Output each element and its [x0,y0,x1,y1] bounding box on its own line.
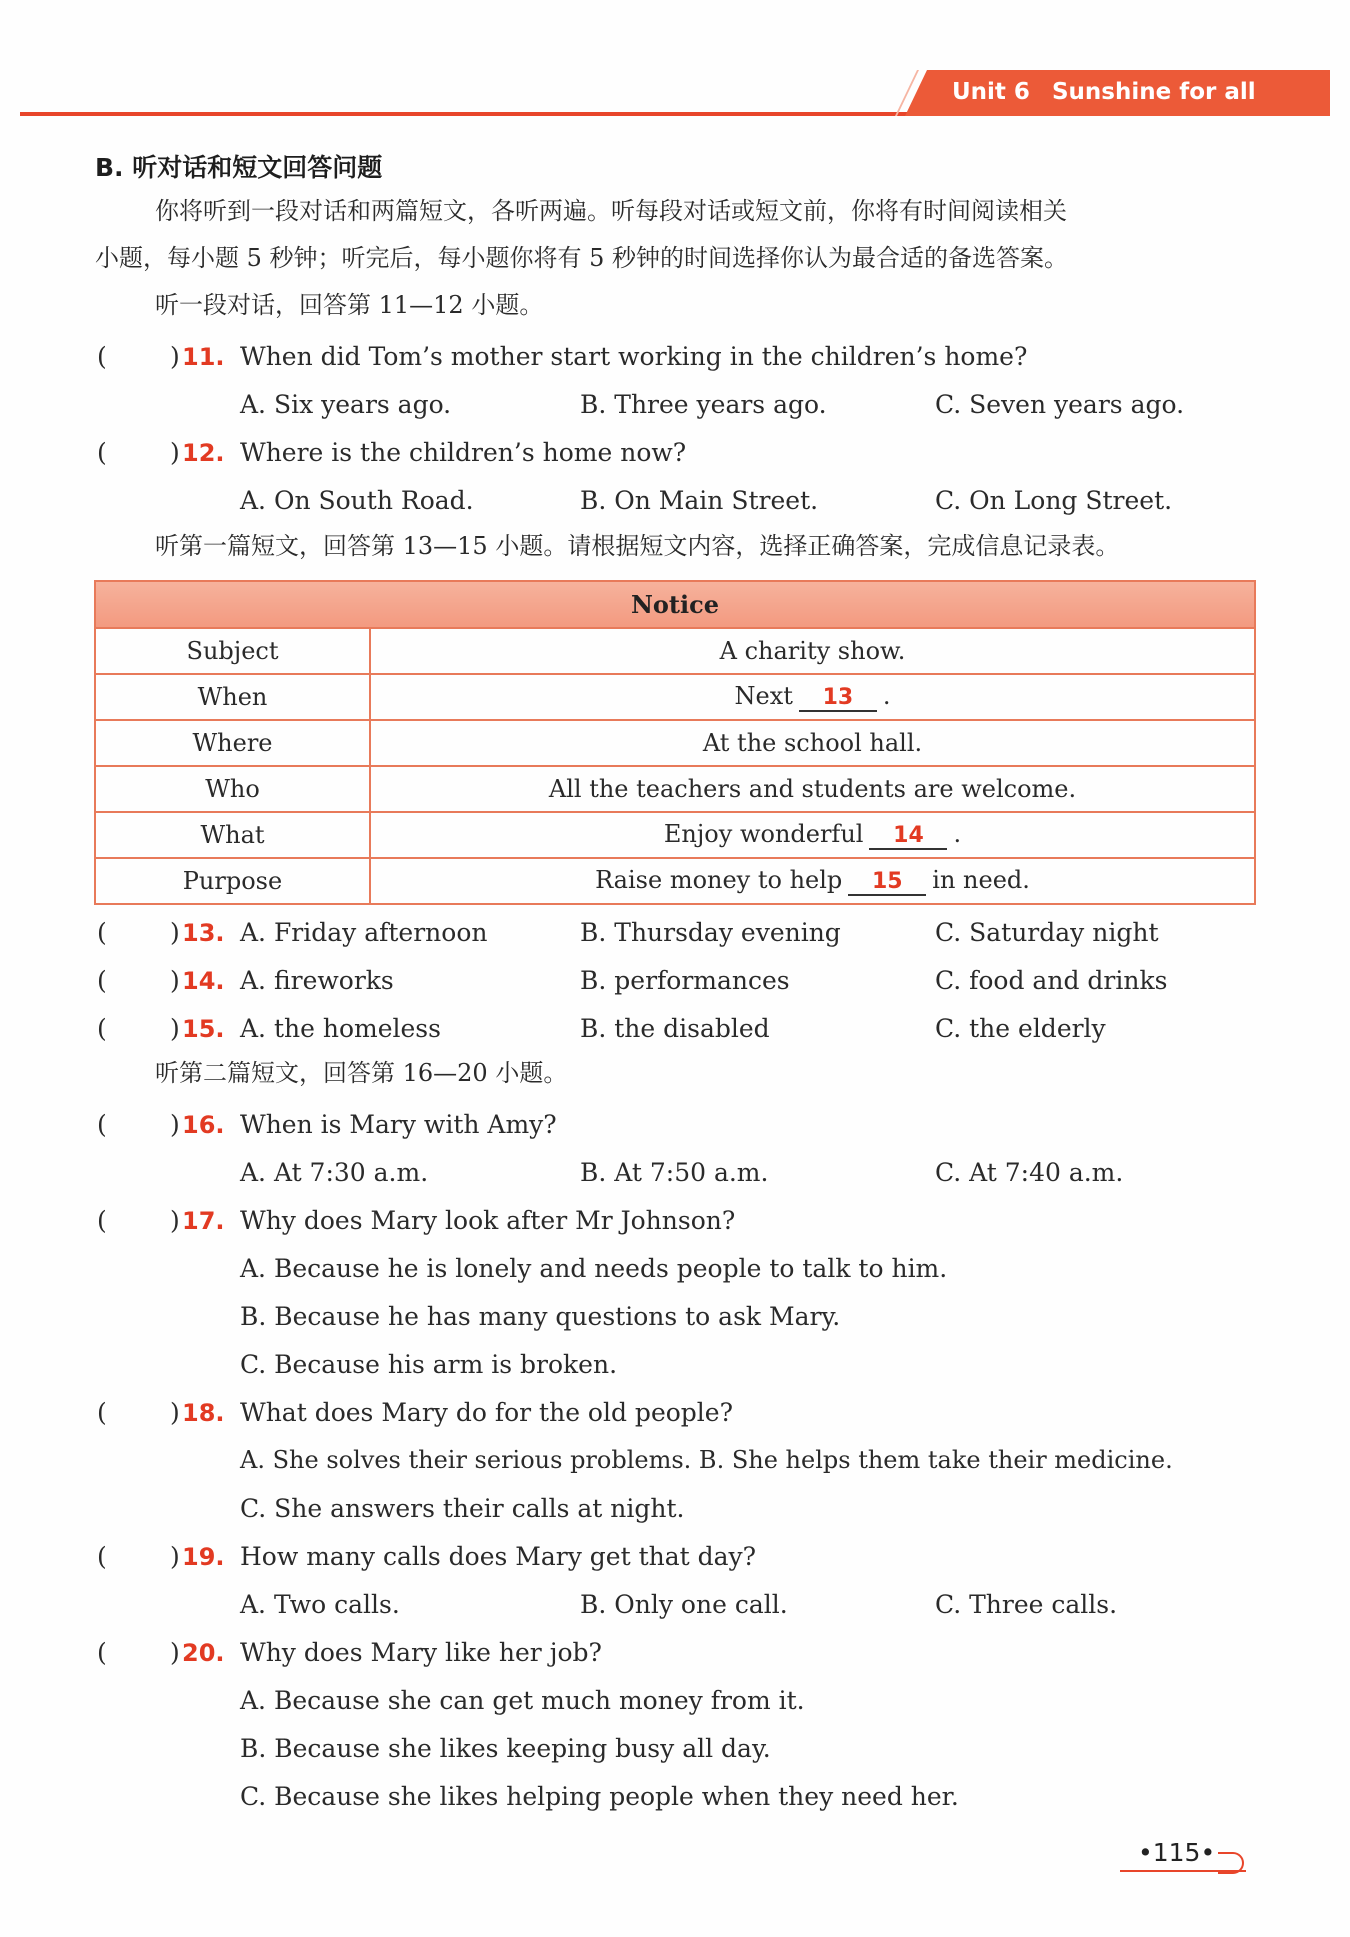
passage1-intro: 听第一篇短文，回答第 13—15 小题。请根据短文内容，选择正确答案，完成信息记录表。 [155,532,1120,560]
question-text: Why does Mary like her job? [240,1638,602,1667]
question-text: Where is the children’s home now? [240,438,687,467]
dialogue-intro: 听一段对话，回答第 11—12 小题。 [155,291,544,319]
value-prefix: Next [734,682,793,710]
option-a: A. Six years ago. [240,390,452,419]
question-number: 19. [182,1543,225,1571]
option-b: B. performances [580,966,790,995]
unit-header [952,79,1278,105]
answer-bracket-open: ( [97,966,107,995]
option-c: C. She answers their calls at night. [240,1494,685,1523]
question-number: 15. [182,1015,225,1043]
row-value [370,812,1255,858]
page-curl-decoration [1218,1852,1244,1874]
row-value [370,858,1255,904]
row-label: Subject [95,628,370,674]
answer-bracket-open: ( [97,342,107,371]
answer-bracket-open: ( [97,438,107,467]
notice-title: Notice [95,581,1255,628]
option-b: B. Thursday evening [580,918,841,947]
option-a: A. fireworks [240,966,394,995]
option-a: A. On South Road. [240,486,474,515]
value-suffix: . [953,820,962,848]
option-a: A. Friday afternoon [240,918,488,947]
question-number: 14. [182,967,225,995]
table-row [95,720,1255,766]
option-b: B. Because he has many questions to ask Mary. [240,1302,841,1331]
option-b: B. At 7:50 a.m. [580,1158,769,1187]
value-prefix: Enjoy wonderful [663,820,864,848]
option-c: C. At 7:40 a.m. [935,1158,1124,1187]
table-row [95,858,1255,904]
instructions-line-2: 小题，每小题 5 秒钟；听完后，每小题你将有 5 秒钟的时间选择你认为最合适的备选答案。 [95,244,1069,272]
option-c: C. Saturday night [935,918,1159,947]
notice-header-row [95,581,1255,628]
question-text: How many calls does Mary get that day? [240,1542,757,1571]
answer-bracket-close: ) [170,1206,180,1235]
row-label: Who [95,766,370,812]
answer-bracket-open: ( [97,1110,107,1139]
question-number: 12. [182,439,225,467]
question-number: 17. [182,1207,225,1235]
option-a: A. Two calls. [240,1590,400,1619]
answer-bracket-close: ) [170,1110,180,1139]
option-c: C. the elderly [935,1014,1106,1043]
option-c: C. Because she likes helping people when they need her. [240,1782,959,1811]
section-title: B. 听对话和短文回答问题 [95,153,383,182]
answer-bracket-close: ) [170,1014,180,1043]
row-label: When [95,674,370,720]
row-label: What [95,812,370,858]
option-b: B. Only one call. [580,1590,788,1619]
answer-bracket-close: ) [170,342,180,371]
answer-blank-13[interactable]: 13 [799,685,877,712]
value-suffix: in need. [932,866,1030,894]
table-row [95,674,1255,720]
row-value: At the school hall. [370,720,1255,766]
question-number: 11. [182,343,225,371]
unit-label: Unit 6 [952,79,1030,105]
question-number: 16. [182,1111,225,1139]
option-c: C. Three calls. [935,1590,1118,1619]
option-c: C. food and drinks [935,966,1168,995]
row-label: Where [95,720,370,766]
unit-title: Sunshine for all [1051,79,1256,105]
question-text: Why does Mary look after Mr Johnson? [240,1206,736,1235]
question-number: 20. [182,1639,225,1667]
option-a: A. the homeless [240,1014,441,1043]
question-number: 13. [182,919,225,947]
table-row [95,628,1255,674]
option-b: B. On Main Street. [580,486,819,515]
answer-bracket-close: ) [170,918,180,947]
answer-bracket-close: ) [170,1542,180,1571]
answer-bracket-close: ) [170,1398,180,1427]
answer-bracket-open: ( [97,1542,107,1571]
answer-bracket-close: ) [170,438,180,467]
option-b: B. Because she likes keeping busy all day. [240,1734,771,1763]
notice-table [94,580,1256,905]
answer-bracket-close: ) [170,1638,180,1667]
question-text: When is Mary with Amy? [240,1110,557,1139]
option-c: C. Seven years ago. [935,390,1185,419]
option-b: B. Three years ago. [580,390,827,419]
answer-blank-14[interactable]: 14 [869,823,947,850]
answer-bracket-open: ( [97,1398,107,1427]
row-value: All the teachers and students are welcome. [370,766,1255,812]
question-text: When did Tom’s mother start working in the children’s home? [240,342,1028,371]
answer-bracket-open: ( [97,918,107,947]
page-number: •115• [1138,1838,1216,1867]
answer-bracket-open: ( [97,1014,107,1043]
answer-bracket-open: ( [97,1638,107,1667]
value-prefix: Raise money to help [595,866,843,894]
table-row [95,812,1255,858]
option-a: A. Because she can get much money from it. [240,1686,805,1715]
table-row [95,766,1255,812]
option-a: A. Because he is lonely and needs people to talk to him. [240,1254,948,1283]
answer-bracket-open: ( [97,1206,107,1235]
question-text: What does Mary do for the old people? [240,1398,733,1427]
option-a: A. At 7:30 a.m. [240,1158,429,1187]
row-label: Purpose [95,858,370,904]
question-number: 18. [182,1399,225,1427]
answer-bracket-close: ) [170,966,180,995]
passage2-intro: 听第二篇短文，回答第 16—20 小题。 [155,1059,568,1087]
instructions-line-1: 你将听到一段对话和两篇短文，各听两遍。听每段对话或短文前，你将有时间阅读相关 [155,197,1067,225]
row-value [370,674,1255,720]
option-c: C. On Long Street. [935,486,1173,515]
value-suffix: . [882,682,891,710]
answer-blank-15[interactable]: 15 [848,869,926,896]
option-c: C. Because his arm is broken. [240,1350,618,1379]
option-b: B. the disabled [580,1014,770,1043]
row-value: A charity show. [370,628,1255,674]
option-a-b: A. She solves their serious problems. B. She helps them take their medicine. [240,1446,1173,1474]
